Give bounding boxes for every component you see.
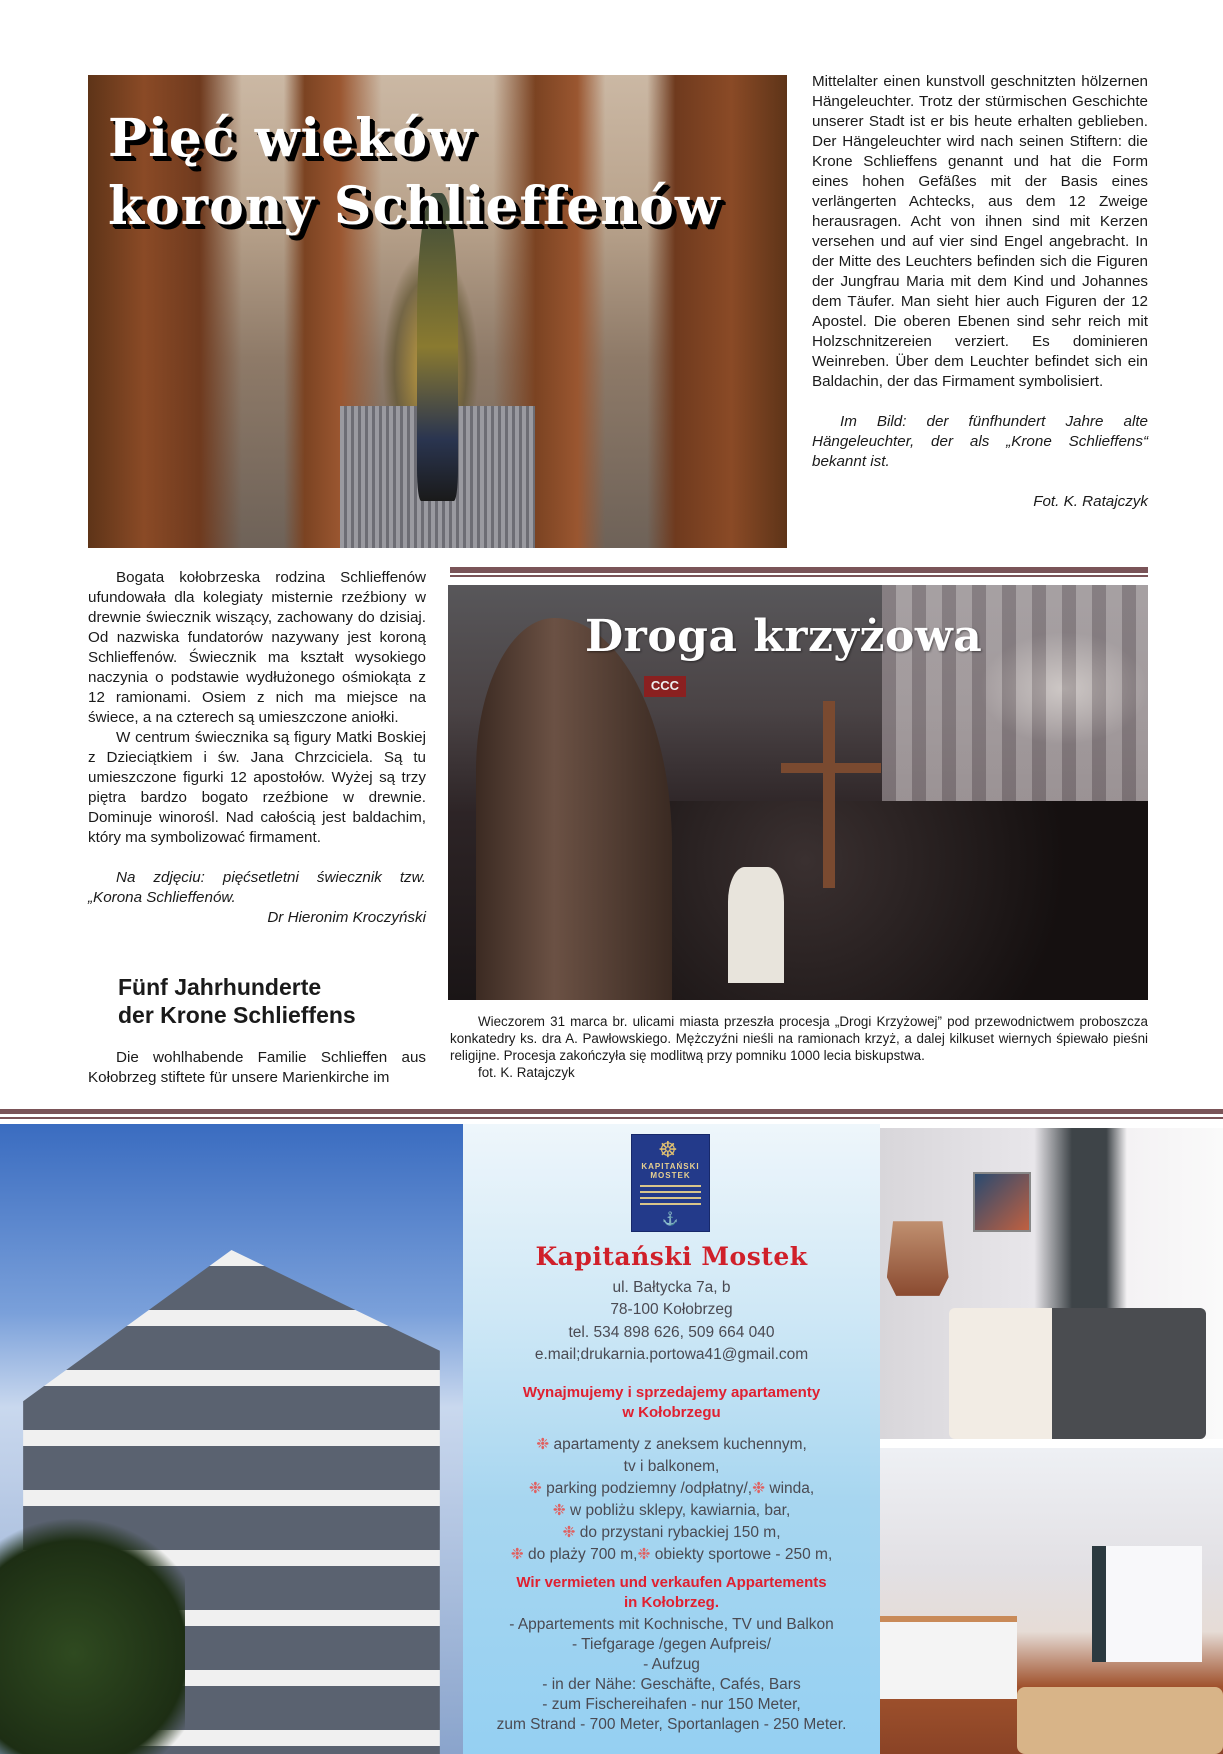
pl-feature: [463, 1479, 880, 1499]
de-offer-heading-line2: in Kołobrzeg.: [624, 1594, 719, 1611]
procession-caption: [450, 1013, 1148, 1081]
address: ul. Bałtycka 7a, b: [612, 1279, 731, 1296]
pl-feature-text: do przystani rybackiej 150 m,: [579, 1524, 781, 1541]
german-heading-line1: Fünf Jahrhunderte: [118, 974, 322, 1000]
pl-feature-text: parking podziemny /odpłatny/,: [546, 1480, 753, 1497]
bullet-flower-icon: ❉: [536, 1436, 550, 1453]
pl-offer-heading-line1: Wynajmujemy i sprzedajemy apartamenty: [522, 1384, 821, 1401]
procession-caption-text: Wieczorem 31 marca br. ulicami miasta przeszła procesja „Drogi Krzyżowej” pod przewodnictwem proboszcza konkatedry ks. dra A. Pawłowskiego. Mężczyźni nieśli na ramionach krzyż, a dalej kilkuset wiernych śpiewało pieśni religijne. Procesja zakończyła się modlitwą przy pomniku 1000 lecia biskupstwa.: [450, 1014, 1148, 1063]
pl-feature: [463, 1523, 880, 1543]
german-heading-line2: der Krone Schlieffens: [118, 1002, 356, 1028]
cross-icon: [823, 701, 835, 888]
pl-feature-text: obiekty sportowe - 250 m,: [654, 1546, 833, 1563]
pl-feature: [463, 1435, 880, 1455]
de-feature: - in der Nähe: Geschäfte, Cafés, Bars: [542, 1676, 801, 1693]
logo-text-line2: MOSTEK: [650, 1171, 691, 1180]
de-feature: zum Strand - 700 Meter, Sportanlagen - 250 Meter.: [496, 1716, 847, 1733]
apartment-building-photo: [0, 1124, 463, 1754]
advertisement: [463, 1124, 880, 1754]
pl-feature-text: do plaży 700 m,: [528, 1546, 638, 1563]
bed: [949, 1308, 1206, 1439]
divider: [0, 1117, 1223, 1119]
divider: [0, 1109, 1223, 1114]
author: Dr Hieronim Kroczyński: [267, 909, 426, 926]
window: [1092, 1546, 1202, 1662]
procession-photo-credit: fot. K. Ratajczyk: [478, 1065, 575, 1080]
logo-stripes: [640, 1185, 701, 1209]
logo-text: [632, 1162, 709, 1180]
bullet-flower-icon: ❉: [552, 1502, 566, 1519]
kitchen-living-photo: [880, 1448, 1223, 1754]
polish-column: [88, 568, 426, 928]
pl-feature-text: winda,: [769, 1480, 815, 1497]
pl-feature: tv i balkonem,: [623, 1458, 720, 1475]
kitchenette: [880, 1616, 1017, 1699]
phone[interactable]: tel. 534 898 626, 509 664 040: [568, 1324, 775, 1341]
de-feature: - Appartements mit Kochnische, TV und Balkon: [509, 1616, 834, 1633]
wall-painting: [973, 1172, 1032, 1232]
statue: [476, 618, 672, 1000]
dining-table: [1017, 1687, 1223, 1754]
procession-photo: [448, 585, 1148, 1000]
city: 78-100 Kołobrzeg: [610, 1301, 733, 1318]
bedroom-photo: [880, 1128, 1223, 1439]
logo-text-line1: KAPITAŃSKI: [641, 1162, 700, 1171]
bullet-flower-icon: ❉: [528, 1480, 542, 1497]
german-photo-caption: Im Bild: der fünfhundert Jahre alte Hängeleuchter, der als „Krone Schlieffens“ bekannt ist.: [812, 413, 1148, 470]
divider: [450, 575, 1148, 577]
pl-feature: [463, 1545, 880, 1565]
email[interactable]: e.mail;drukarnia.portowa41@gmail.com: [534, 1346, 809, 1363]
polish-paragraph-2: W centrum świecznika są figury Matki Boskiej z Dzieciątkiem i św. Jana Chrzciciela. Są tu umieszczone figurki 12 apostołów. Wyżej są trzy piętra bardzo bogato rzeźbione w drewnie. Dominuje winorośl. Nad całością jest baldachim, który ma symbolizować firmament.: [88, 729, 426, 846]
bullet-flower-icon: ❉: [752, 1480, 766, 1497]
company-logo: [631, 1134, 710, 1232]
priest: [728, 867, 784, 983]
de-feature: - Aufzug: [643, 1656, 700, 1673]
procession-title: Droga krzyżowa: [585, 611, 983, 662]
pl-feature-text: w pobliżu sklepy, kawiarnia, bar,: [570, 1502, 791, 1519]
company-name: Kapitański Mostek: [535, 1242, 808, 1271]
polish-photo-caption: Na zdjęciu: pięćsetletni świecznik tzw. „Korona Schlieffenów.: [88, 869, 426, 906]
bullet-flower-icon: ❉: [562, 1524, 576, 1541]
article-title: [108, 105, 721, 241]
cross-beam: [781, 763, 881, 773]
divider: [450, 567, 1148, 573]
bullet-flower-icon: ❉: [510, 1546, 524, 1563]
anchor-icon: ⚓: [662, 1211, 679, 1226]
pl-offer-heading-line2: w Kołobrzegu: [622, 1404, 721, 1421]
bullet-flower-icon: ❉: [637, 1546, 651, 1563]
pl-feature: [463, 1501, 880, 1521]
german-paragraph: Mittelalter einen kunstvoll geschnitzten hölzernen Hängeleuchter. Trotz der stürmischen Geschichte unserer Stadt ist er bis heute erhalten geblieben. Der Hängeleuchter wird nach seinen Stiftern: die Krone Schlieffens genannt und hat die Form eines hohen Gefäßes mit der Basis eines verlängerten Achtecks, aus dem 12 Zweige herausragen. Acht von ihnen sind mit Kerzen versehen und auf vier sind Engel angebracht. In der Mitte des Leuchters befinden sich die Figuren der Jungfrau Maria mit dem Kind und Johannes dem Täufer. Man sieht hier auch Figuren der 12 Apostel. Die oberen Ebenen sind sehr reich mit Holzschnitzereien verziert. Es dominieren Weinreben. Über dem Leuchter befindet sich ein Baldachin, der das Firmament symbolisiert.: [812, 73, 1148, 390]
de-feature: - zum Fischereihafen - nur 150 Meter,: [542, 1696, 801, 1713]
article-title-line1: Pięć wieków: [108, 108, 474, 169]
german-heading: [118, 973, 356, 1029]
german-column: [812, 72, 1148, 512]
article-title-line2: korony Schlieffenów: [108, 176, 721, 237]
de-offer-heading-line1: Wir vermieten und verkaufen Appartements: [516, 1574, 827, 1591]
model-ship: [887, 1221, 949, 1296]
ship-wheel-icon: ☸: [658, 1137, 678, 1162]
photo-credit: Fot. K. Ratajczyk: [1033, 493, 1148, 510]
store-sign: CCC: [644, 676, 686, 697]
chandelier-photo: [88, 75, 787, 548]
polish-paragraph-1: Bogata kołobrzeska rodzina Schlieffenów ufundowała dla kolegiaty misternie rzeźbiony w drewnie świecznik wiszący, zachowany do dzisiaj. Od nazwiska fundatorów nazywany jest koroną Schlieffenów. Świecznik ma kształt wysokiego naczynia o podstawie wydłużonego ośmiokąta z 12 ramionami. Osiem z nich ma miejsce na świece, a na czterech są umieszczone aniołki.: [88, 569, 426, 726]
de-feature: - Tiefgarage /gegen Aufpreis/: [571, 1636, 772, 1653]
tree: [0, 1502, 185, 1754]
german-intro: Die wohlhabende Familie Schlieffen aus Kołobrzeg stiftete für unsere Marienkirche im: [88, 1049, 426, 1086]
pl-feature-text: apartamenty z aneksem kuchennym,: [553, 1436, 807, 1453]
